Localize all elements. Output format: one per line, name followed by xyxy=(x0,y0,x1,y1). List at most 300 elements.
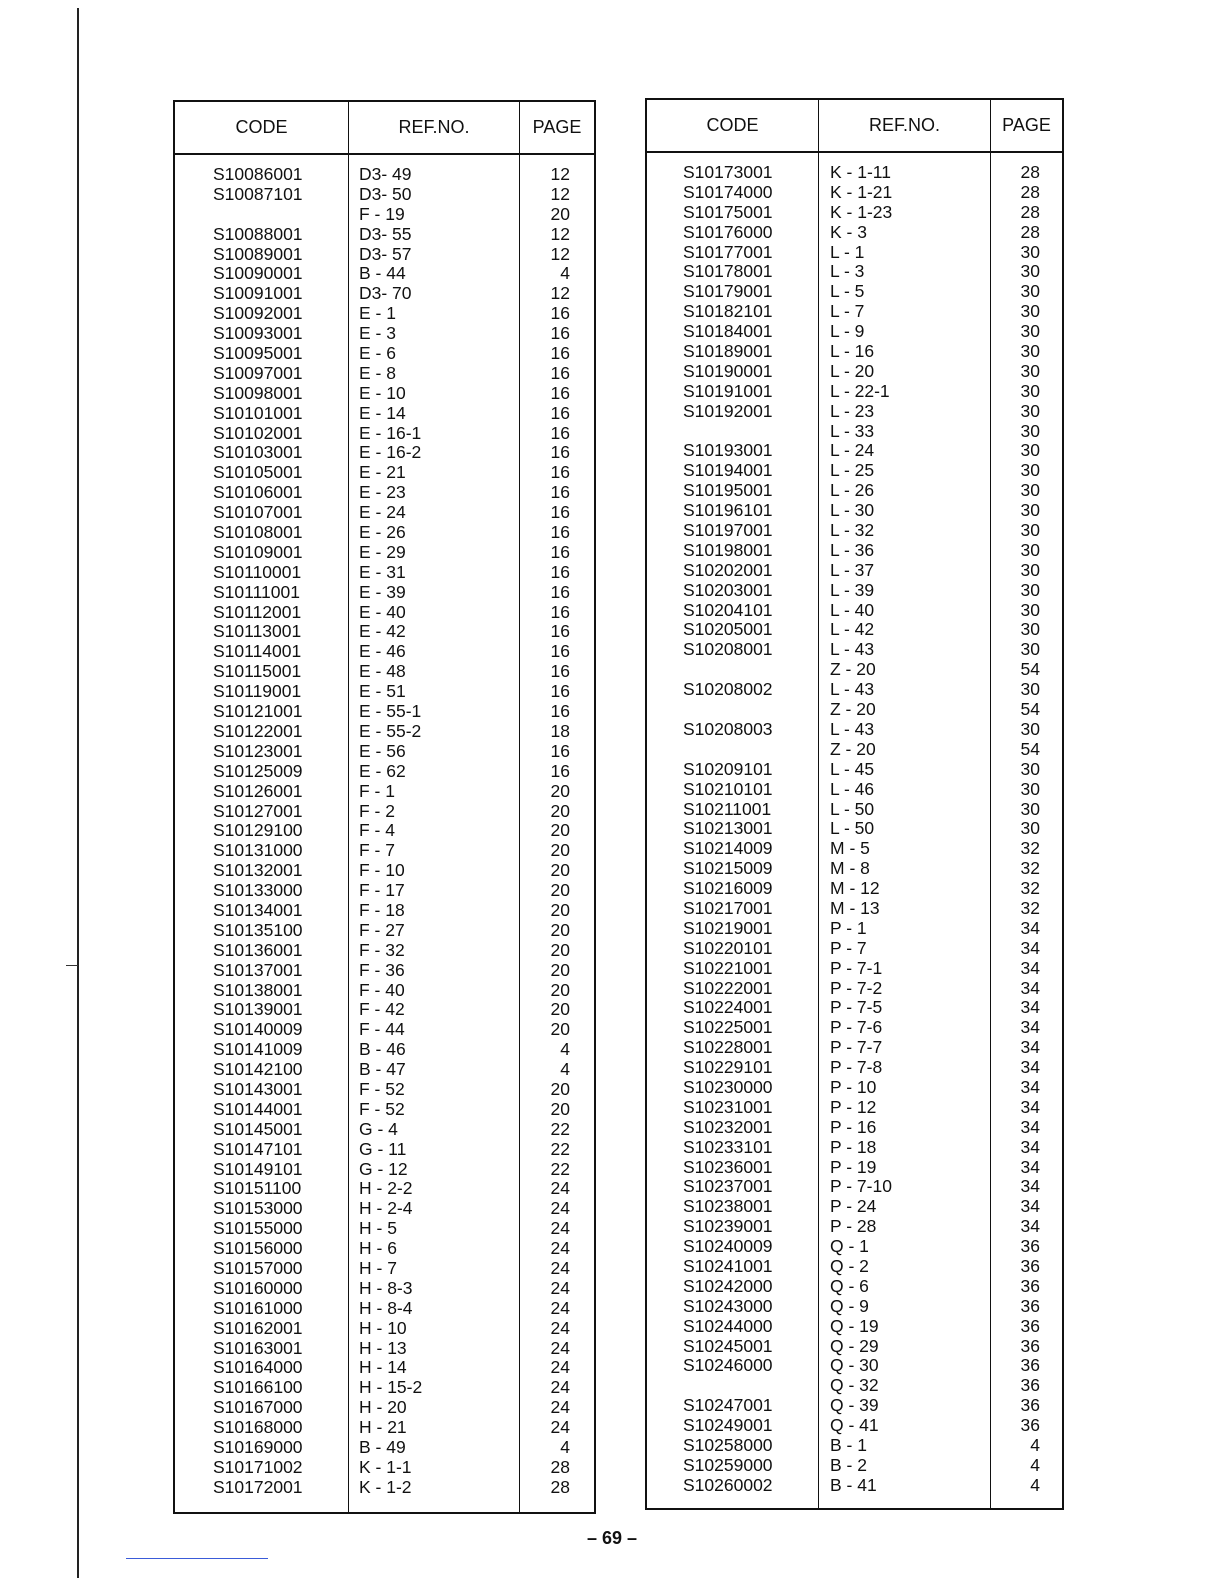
table-row xyxy=(647,1098,1062,1118)
page-cell: 30 xyxy=(1020,599,1040,620)
page-cell: 4 xyxy=(560,1059,570,1080)
table-row xyxy=(175,503,594,523)
page-cell: 12 xyxy=(550,223,570,244)
code-cell: S10127001 xyxy=(213,800,303,821)
table-row xyxy=(175,284,594,304)
page-cell: 20 xyxy=(550,979,570,1000)
page-cell: 12 xyxy=(550,283,570,304)
table-row xyxy=(647,243,1062,263)
table-row xyxy=(175,364,594,384)
ref-no-cell: P - 7-8 xyxy=(830,1057,883,1078)
ref-no-cell: E - 40 xyxy=(359,601,406,622)
code-cell: S10196101 xyxy=(683,500,773,521)
page-cell: 36 xyxy=(1020,1415,1040,1436)
page-cell: 34 xyxy=(1020,1216,1040,1237)
page-cell: 30 xyxy=(1020,480,1040,501)
page-cell: 24 xyxy=(550,1257,570,1278)
table-row xyxy=(175,1299,594,1319)
code-cell: S10209101 xyxy=(683,758,773,779)
table-row xyxy=(175,1438,594,1458)
code-cell: S10153000 xyxy=(213,1198,303,1219)
table-row xyxy=(647,660,1062,680)
table-row xyxy=(175,921,594,941)
page-cell: 30 xyxy=(1020,341,1040,362)
code-cell: S10123001 xyxy=(213,740,303,761)
ref-no-cell: Q - 9 xyxy=(830,1295,869,1316)
table-row xyxy=(175,841,594,861)
code-cell: S10198001 xyxy=(683,539,773,560)
table-row xyxy=(175,324,594,344)
ref-no-cell: L - 23 xyxy=(830,400,875,421)
table-row xyxy=(175,961,594,981)
table-header xyxy=(647,100,1062,153)
page-cell: 16 xyxy=(550,382,570,403)
page-cell: 34 xyxy=(1020,1176,1040,1197)
ref-no-cell: F - 44 xyxy=(359,1019,405,1040)
ref-no-cell: K - 1-1 xyxy=(359,1456,412,1477)
page-cell: 16 xyxy=(550,601,570,622)
page-cell: 20 xyxy=(550,820,570,841)
page-cell: 30 xyxy=(1020,500,1040,521)
footer-link-underline xyxy=(126,1558,268,1559)
page-cell: 16 xyxy=(550,422,570,443)
table-row xyxy=(647,1456,1062,1476)
ref-no-cell: M - 12 xyxy=(830,878,880,899)
code-cell: S10175001 xyxy=(683,201,773,222)
table-row xyxy=(647,899,1062,919)
table-row xyxy=(175,762,594,782)
code-cell: S10229101 xyxy=(683,1057,773,1078)
table-row xyxy=(175,1339,594,1359)
code-cell: S10090001 xyxy=(213,263,303,284)
page-cell: 34 xyxy=(1020,1156,1040,1177)
header-ref-no: REF.NO. xyxy=(868,115,940,135)
code-cell: S10163001 xyxy=(213,1337,303,1358)
table-row xyxy=(647,998,1062,1018)
page-cell: 30 xyxy=(1020,679,1040,700)
ref-no-cell: L - 30 xyxy=(830,500,875,521)
table-row xyxy=(175,1418,594,1438)
code-cell: S10122001 xyxy=(213,720,303,741)
table-row xyxy=(175,384,594,404)
code-cell: S10086001 xyxy=(213,164,303,184)
ref-no-cell: E - 55-1 xyxy=(359,701,422,722)
page-cell: 12 xyxy=(550,164,570,184)
code-cell: S10202001 xyxy=(683,559,773,580)
page-cell: 30 xyxy=(1020,281,1040,302)
page-cell: 22 xyxy=(550,1118,570,1139)
ref-no-cell: H - 15-2 xyxy=(359,1377,423,1398)
ref-no-cell: D3- 50 xyxy=(359,183,412,204)
ref-no-cell: F - 27 xyxy=(359,919,405,940)
code-cell: S10211001 xyxy=(683,798,772,819)
ref-no-cell: Q - 6 xyxy=(830,1275,869,1296)
ref-no-cell: H - 8-3 xyxy=(359,1277,413,1298)
table-row xyxy=(175,424,594,444)
table-body xyxy=(647,163,1062,1496)
ref-no-cell: L - 39 xyxy=(830,579,875,600)
ref-no-cell: P - 10 xyxy=(830,1076,877,1097)
table-row xyxy=(175,1179,594,1199)
table-row xyxy=(175,543,594,563)
code-cell: S10103001 xyxy=(213,442,303,463)
ref-no-cell: E - 29 xyxy=(359,541,406,562)
ref-no-cell: E - 6 xyxy=(359,343,396,364)
code-cell: S10147101 xyxy=(213,1138,303,1159)
header-ref-no: REF.NO. xyxy=(398,117,470,137)
code-cell: S10143001 xyxy=(213,1078,303,1099)
ref-no-cell: E - 23 xyxy=(359,482,406,503)
ref-no-cell: E - 56 xyxy=(359,740,406,761)
table-row xyxy=(647,302,1062,322)
page-cell: 16 xyxy=(550,681,570,702)
ref-no-cell: E - 8 xyxy=(359,362,396,383)
ref-no-cell: B - 2 xyxy=(830,1454,867,1475)
table-row xyxy=(647,362,1062,382)
page-cell: 30 xyxy=(1020,420,1040,441)
page-cell: 34 xyxy=(1020,997,1040,1018)
ref-no-cell: G - 12 xyxy=(359,1158,408,1179)
page-cell: 20 xyxy=(550,840,570,861)
ref-no-cell: E - 26 xyxy=(359,522,406,543)
ref-no-cell: L - 37 xyxy=(830,559,875,580)
code-cell: S10213001 xyxy=(683,818,773,839)
page-cell: 24 xyxy=(550,1198,570,1219)
ref-no-cell: F - 4 xyxy=(359,820,395,841)
page-cell: 24 xyxy=(550,1357,570,1378)
code-cell: S10195001 xyxy=(683,480,773,501)
page-cell: 4 xyxy=(560,1437,570,1457)
table-row xyxy=(647,1277,1062,1297)
code-cell: S10126001 xyxy=(213,780,303,801)
page-cell: 24 xyxy=(550,1218,570,1239)
page-cell: 20 xyxy=(550,860,570,881)
page-cell: 28 xyxy=(1020,221,1040,242)
ref-no-cell: K - 3 xyxy=(830,221,867,242)
page-cell: 32 xyxy=(1020,838,1040,859)
table-row xyxy=(647,1018,1062,1038)
table-row xyxy=(175,1378,594,1398)
code-cell: S10221001 xyxy=(683,957,773,978)
code-cell: S10142100 xyxy=(213,1059,303,1080)
code-cell: S10184001 xyxy=(683,321,773,342)
table-row xyxy=(647,760,1062,780)
ref-no-cell: H - 13 xyxy=(359,1337,407,1358)
code-cell: S10232001 xyxy=(683,1116,773,1137)
code-cell: S10133000 xyxy=(213,880,303,901)
ref-no-cell: Q - 19 xyxy=(830,1315,879,1336)
binding-margin-line xyxy=(77,8,79,1578)
table-row xyxy=(175,1319,594,1339)
code-cell: S10093001 xyxy=(213,323,303,344)
code-cell: S10162001 xyxy=(213,1317,303,1338)
table-row xyxy=(175,1279,594,1299)
code-cell: S10138001 xyxy=(213,979,303,1000)
table-row xyxy=(175,1398,594,1418)
page-cell: 54 xyxy=(1020,738,1040,759)
page-cell: 34 xyxy=(1020,937,1040,958)
table-row xyxy=(647,1476,1062,1496)
table-row xyxy=(175,1080,594,1100)
page-cell: 36 xyxy=(1020,1375,1040,1396)
page-cell: 34 xyxy=(1020,977,1040,998)
page-cell: 28 xyxy=(550,1456,570,1477)
page-cell: 32 xyxy=(1020,897,1040,918)
code-cell: S10189001 xyxy=(683,341,773,362)
code-cell: S10169000 xyxy=(213,1437,303,1457)
page-cell: 20 xyxy=(550,203,570,224)
ref-no-cell: F - 36 xyxy=(359,959,405,980)
ref-no-cell: L - 43 xyxy=(830,679,875,700)
page-cell: 22 xyxy=(550,1158,570,1179)
table-row xyxy=(175,1160,594,1180)
code-cell: S10190001 xyxy=(683,360,773,381)
ref-no-cell: Q - 41 xyxy=(830,1415,879,1436)
table-row xyxy=(175,205,594,225)
page-cell: 16 xyxy=(550,502,570,523)
table-row xyxy=(647,501,1062,521)
page-cell: 16 xyxy=(550,561,570,582)
code-cell: S10236001 xyxy=(683,1156,773,1177)
code-cell: S10105001 xyxy=(213,462,303,483)
table-row xyxy=(175,1100,594,1120)
page-cell: 16 xyxy=(550,760,570,781)
page-cell: 24 xyxy=(550,1397,570,1418)
ref-no-cell: Q - 29 xyxy=(830,1335,879,1356)
table-row xyxy=(647,1118,1062,1138)
ref-no-cell: F - 17 xyxy=(359,880,405,901)
page-cell: 20 xyxy=(550,1098,570,1119)
ref-no-cell: L - 36 xyxy=(830,539,875,560)
ref-no-cell: E - 1 xyxy=(359,303,396,324)
table-row xyxy=(175,702,594,722)
ref-no-cell: H - 2-4 xyxy=(359,1198,413,1219)
page-cell: 20 xyxy=(550,880,570,901)
code-cell: S10205001 xyxy=(683,619,773,640)
table-row xyxy=(647,1416,1062,1436)
table-row xyxy=(175,264,594,284)
table-row xyxy=(175,404,594,424)
code-cell: S10243000 xyxy=(683,1295,773,1316)
ref-no-cell: D3- 70 xyxy=(359,283,412,304)
page-cell: 36 xyxy=(1020,1275,1040,1296)
ref-no-cell: Z - 20 xyxy=(830,699,876,720)
page-cell: 20 xyxy=(550,939,570,960)
code-cell: S10091001 xyxy=(213,283,303,304)
code-cell: S10092001 xyxy=(213,303,303,324)
page-cell: 20 xyxy=(550,1078,570,1099)
table-row xyxy=(175,1239,594,1259)
ref-no-cell: G - 4 xyxy=(359,1118,398,1139)
table-row xyxy=(175,225,594,245)
ref-no-cell: Q - 1 xyxy=(830,1236,869,1257)
page-cell: 30 xyxy=(1020,758,1040,779)
code-cell: S10111001 xyxy=(213,581,300,602)
ref-no-cell: E - 3 xyxy=(359,323,396,344)
ref-no-cell: E - 31 xyxy=(359,561,406,582)
page-cell: 16 xyxy=(550,362,570,383)
table-row xyxy=(647,561,1062,581)
table-row xyxy=(175,245,594,265)
table-row xyxy=(647,620,1062,640)
table-row xyxy=(647,740,1062,760)
ref-no-cell: L - 16 xyxy=(830,341,875,362)
code-cell: S10247001 xyxy=(683,1395,773,1416)
code-cell: S10174000 xyxy=(683,181,773,202)
page-cell: 16 xyxy=(550,462,570,483)
table-row xyxy=(175,622,594,642)
page-cell: 36 xyxy=(1020,1295,1040,1316)
code-cell: S10156000 xyxy=(213,1238,303,1259)
table-row xyxy=(647,223,1062,243)
table-row xyxy=(647,780,1062,800)
table-row xyxy=(175,185,594,205)
code-cell: S10241001 xyxy=(683,1255,773,1276)
page-cell: 16 xyxy=(550,442,570,463)
table-row xyxy=(175,1140,594,1160)
ref-no-cell: P - 7 xyxy=(830,937,867,958)
table-row xyxy=(647,1317,1062,1337)
page-cell: 54 xyxy=(1020,659,1040,680)
page-cell: 16 xyxy=(550,740,570,761)
page-cell: 20 xyxy=(550,959,570,980)
table-row xyxy=(175,1040,594,1060)
table-row xyxy=(647,680,1062,700)
table-row xyxy=(647,979,1062,999)
code-cell: S10140009 xyxy=(213,1019,303,1040)
ref-no-cell: L - 25 xyxy=(830,460,875,481)
page-cell: 36 xyxy=(1020,1255,1040,1276)
table-row xyxy=(647,1217,1062,1237)
code-cell: S10228001 xyxy=(683,1037,773,1058)
code-cell: S10210101 xyxy=(683,778,773,799)
table-row xyxy=(647,1177,1062,1197)
table-row xyxy=(647,461,1062,481)
code-cell: S10098001 xyxy=(213,382,303,403)
ref-no-cell: L - 50 xyxy=(830,798,875,819)
ref-no-cell: F - 18 xyxy=(359,899,405,920)
ref-no-cell: Z - 20 xyxy=(830,659,876,680)
code-cell: S10108001 xyxy=(213,522,303,543)
table-row xyxy=(647,1237,1062,1257)
ref-no-cell: L - 32 xyxy=(830,520,875,541)
table-row xyxy=(647,521,1062,541)
table-row xyxy=(647,322,1062,342)
page-cell: 24 xyxy=(550,1417,570,1438)
page-cell: 30 xyxy=(1020,639,1040,660)
code-cell: S10259000 xyxy=(683,1454,773,1475)
ref-no-cell: E - 16-2 xyxy=(359,442,422,463)
ref-no-cell: K - 1-2 xyxy=(359,1476,412,1497)
table-row xyxy=(175,1199,594,1219)
code-cell: S10192001 xyxy=(683,400,773,421)
ref-no-cell: H - 2-2 xyxy=(359,1178,413,1199)
table-row xyxy=(175,1020,594,1040)
code-cell: S10238001 xyxy=(683,1196,773,1217)
ref-no-cell: B - 1 xyxy=(830,1435,867,1455)
ref-no-cell: E - 14 xyxy=(359,402,406,423)
ref-no-cell: P - 28 xyxy=(830,1216,877,1237)
ref-no-cell: K - 1-21 xyxy=(830,181,893,202)
code-cell: S10151100 xyxy=(213,1178,302,1199)
ref-no-cell: L - 45 xyxy=(830,758,875,779)
ref-no-cell: P - 16 xyxy=(830,1116,877,1137)
page-number: – 69 – xyxy=(586,1528,638,1548)
code-cell: S10121001 xyxy=(213,701,303,722)
ref-no-cell: M - 5 xyxy=(830,838,870,859)
ref-no-cell: L - 9 xyxy=(830,321,865,342)
code-cell: S10088001 xyxy=(213,223,303,244)
code-cell: S10172001 xyxy=(213,1476,303,1497)
page-cell: 28 xyxy=(1020,181,1040,202)
page-cell: 4 xyxy=(1030,1435,1040,1455)
code-cell: S10173001 xyxy=(683,162,773,182)
ref-no-cell: Q - 32 xyxy=(830,1375,879,1396)
ref-no-cell: L - 24 xyxy=(830,440,875,461)
code-cell: S10164000 xyxy=(213,1357,303,1378)
ref-no-cell: E - 24 xyxy=(359,502,406,523)
header-code: CODE xyxy=(235,117,288,137)
table-row xyxy=(175,344,594,364)
code-cell: S10167000 xyxy=(213,1397,303,1418)
ref-no-cell: H - 20 xyxy=(359,1397,407,1418)
ref-no-cell: D3- 49 xyxy=(359,164,412,184)
ref-no-cell: K - 1-11 xyxy=(830,162,891,182)
ref-no-cell: P - 18 xyxy=(830,1136,877,1157)
table-row xyxy=(647,262,1062,282)
code-cell: S10114001 xyxy=(213,641,302,662)
page-cell: 16 xyxy=(550,402,570,423)
ref-no-cell: L - 46 xyxy=(830,778,875,799)
ref-no-cell: P - 7-6 xyxy=(830,1017,883,1038)
ref-no-cell: F - 42 xyxy=(359,999,405,1020)
code-cell: S10135100 xyxy=(213,919,303,940)
code-cell: S10113001 xyxy=(213,621,302,642)
code-cell: S10178001 xyxy=(683,261,773,282)
code-cell: S10208001 xyxy=(683,639,773,660)
table-row xyxy=(647,879,1062,899)
ref-no-cell: M - 13 xyxy=(830,897,880,918)
table-row xyxy=(175,1358,594,1378)
page-cell: 34 xyxy=(1020,1116,1040,1137)
table-row xyxy=(647,382,1062,402)
parts-index-table-left xyxy=(173,100,596,1514)
ref-no-cell: L - 42 xyxy=(830,619,875,640)
page-cell: 34 xyxy=(1020,957,1040,978)
table-row xyxy=(175,165,594,185)
ref-no-cell: Q - 39 xyxy=(830,1395,879,1416)
code-cell: S10194001 xyxy=(683,460,773,481)
ref-no-cell: Z - 20 xyxy=(830,738,876,759)
table-row xyxy=(175,901,594,921)
page-cell: 30 xyxy=(1020,360,1040,381)
table-row xyxy=(175,483,594,503)
ref-no-cell: P - 7-5 xyxy=(830,997,883,1018)
table-row xyxy=(175,1458,594,1478)
code-cell: S10157000 xyxy=(213,1257,303,1278)
ref-no-cell: H - 21 xyxy=(359,1417,407,1438)
table-row xyxy=(647,819,1062,839)
ref-no-cell: P - 1 xyxy=(830,917,867,938)
ref-no-cell: F - 2 xyxy=(359,800,395,821)
code-cell: S10155000 xyxy=(213,1218,303,1239)
page-cell: 22 xyxy=(550,1138,570,1159)
page-cell: 20 xyxy=(550,1019,570,1040)
code-cell: S10217001 xyxy=(683,897,773,918)
ref-no-cell: H - 5 xyxy=(359,1218,397,1239)
table-row xyxy=(647,959,1062,979)
page-cell: 36 xyxy=(1020,1395,1040,1416)
